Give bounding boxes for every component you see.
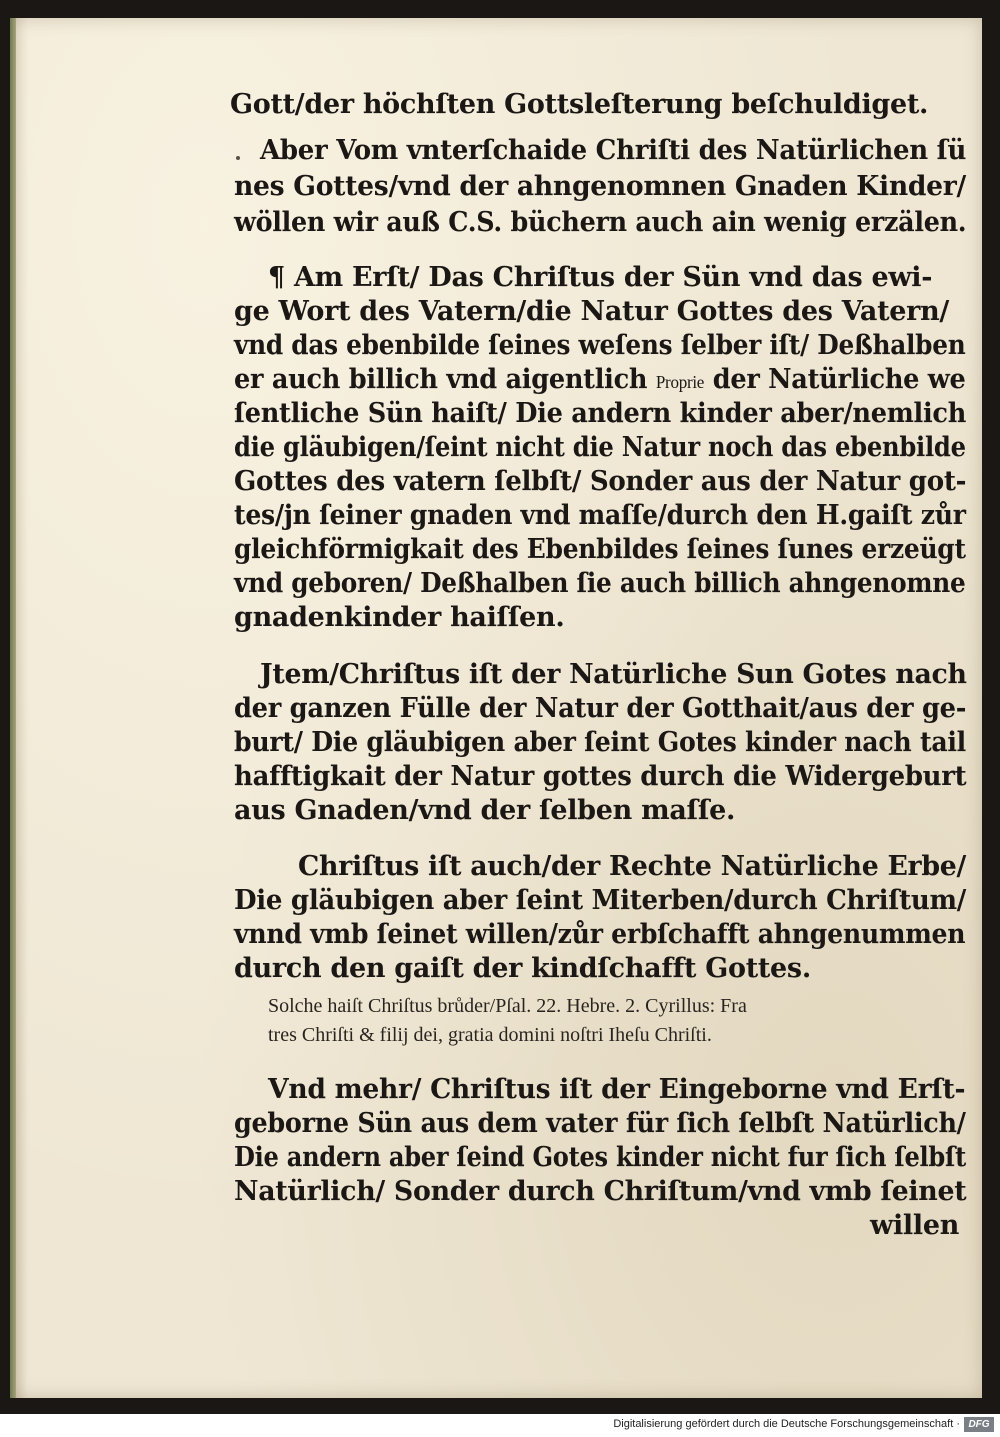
text-line: geborne Sün aus dem vater für ſich ſelbſt Natürlich/ [234, 1108, 966, 1139]
citation-line: Solche haiſt Chriſtus brůder/Pſal. 22. Hebre. 2. Cyrillus: Fra [268, 995, 747, 1017]
text-line: ſentliche Sün haiſt/ Die andern kinder aber/nemlich [234, 398, 967, 429]
marginal-word: Proprie [655, 372, 705, 392]
scanned-page [10, 18, 982, 1398]
catchword: willen [870, 1210, 960, 1241]
text-segment: er auch billich vnd aigentlich [234, 364, 648, 395]
citation-line: tres Chriſti & filij dei, gratia domini noſtri Iheſu Chriſti. [268, 1024, 712, 1046]
text-segment: der Natürliche we [712, 364, 966, 395]
text-line: hafftigkait der Natur gottes durch die Widergeburt [234, 761, 967, 792]
margin-mark [236, 156, 240, 160]
text-line: der ganzen Fülle der Natur der Gotthait/aus der ge‑ [234, 693, 967, 724]
text-line: Jtem/Chriſtus iſt der Natürliche Sun Gotes nach [260, 659, 967, 690]
dfg-logo: DFG [964, 1417, 994, 1432]
page-edge [10, 18, 16, 1398]
funding-credit: Digitalisierung gefördert durch die Deutsche Forschungsgemeinschaft · [613, 1418, 960, 1430]
text-line: durch den gaiſt der kindſchafft Gottes. [234, 953, 811, 984]
text-line: Die gläubigen aber ſeint Miterben/durch Chriſtum/ [234, 885, 966, 916]
text-line: wöllen wir auß C.S. büchern auch ain wenig erzälen. [234, 207, 967, 238]
text-line: burt/ Die gläubigen aber ſeint Gotes kinder nach tail [234, 727, 966, 758]
text-line: Natürlich/ Sonder durch Chriſtum/vnd vmb ſeinet [234, 1176, 967, 1207]
text-line: Chriſtus iſt auch/der Rechte Natürliche Erbe/ [298, 851, 966, 882]
text-line: vnd geboren/ Deßhalben ſie auch billich ahngenomne [234, 568, 966, 599]
text-line: ¶ Am Erſt/ Das Chriſtus der Sün vnd das ewi‑ [268, 262, 933, 293]
text-line: gnadenkinder haiſſen. [234, 602, 565, 633]
text-line: vnd das ebenbilde ſeines weſens ſelber iſt/ Deßhalben [234, 330, 966, 361]
text-line: aus Gnaden/vnd der ſelben maſſe. [234, 795, 736, 826]
text-line: ge Wort des Vatern/die Natur Gottes des Vatern/ [234, 296, 949, 327]
text-line: Die andern aber ſeind Gotes kinder nicht fur ſich ſelbſt [234, 1142, 966, 1173]
text-line: Gott/der höchſten Gottsleſterung beſchuldiget. [230, 89, 929, 120]
text-line: vnnd vmb ſeinet willen/zůr erbſchafft ahngenummen [234, 919, 966, 950]
text-line: Vnd mehr/ Chriſtus iſt der Eingeborne vnd Erſt‑ [268, 1074, 966, 1105]
text-line: tes/jn ſeiner gnaden vnd maſſe/durch den H.gaiſt zůr [234, 500, 966, 531]
text-line: Aber Vom vnterſchaide Chriſti des Natürlichen ſü [260, 135, 967, 166]
footer-bar [0, 1414, 1000, 1437]
text-line [234, 363, 966, 399]
text-line: nes Gottes/vnd der ahngenomnen Gnaden Kinder/ [234, 171, 966, 202]
text-line: gleichförmigkait des Ebenbildes ſeines ſunes erzeügt [234, 534, 966, 565]
text-line: die gläubigen/ſeint nicht die Natur noch das ebenbilde [234, 432, 966, 463]
text-line: Gottes des vatern ſelbſt/ Sonder aus der Natur got‑ [234, 466, 967, 497]
